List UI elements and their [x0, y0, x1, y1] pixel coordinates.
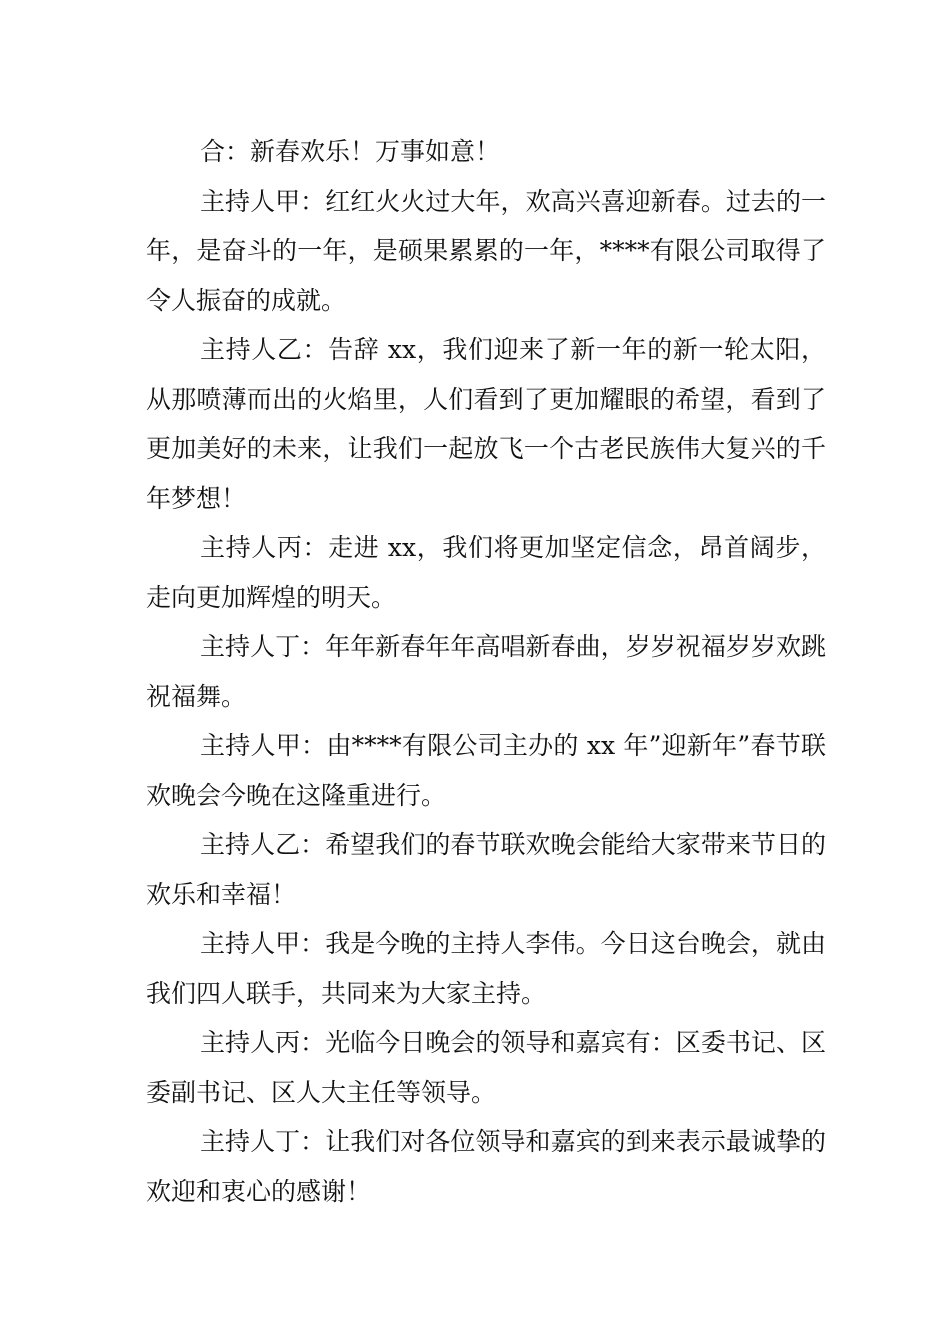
paragraph-host-ding-1: 主持人丁：年年新春年年高唱新春曲，岁岁祝福岁岁欢跳祝福舞。 — [146, 632, 826, 711]
paragraph-host-jia-1: 主持人甲：红红火火过大年，欢高兴喜迎新春。过去的一年，是奋斗的一年，是硕果累累的一年，****有限公司取得了令人振奋的成就。 — [146, 186, 826, 315]
paragraph-host-bing-2: 主持人丙：光临今日晚会的领导和嘉宾有：区委书记、区委副书记、区人大主任等领导。 — [146, 1028, 826, 1107]
paragraph-host-yi-2: 主持人乙：希望我们的春节联欢晚会能给大家带来节日的欢乐和幸福！ — [146, 830, 826, 909]
paragraph-host-jia-2: 主持人甲：由****有限公司主办的 xx 年”迎新年”春节联欢晚会今晚在这隆重进行。 — [146, 731, 826, 810]
paragraph-host-bing-1: 主持人丙：走进 xx，我们将更加坚定信念，昂首阔步，走向更加辉煌的明天。 — [146, 533, 826, 612]
document-body — [146, 127, 826, 1216]
paragraph-host-yi-1: 主持人乙：告辞 xx，我们迎来了新一年的新一轮太阳，从那喷薄而出的火焰里，人们看到了更加耀眼的希望，看到了更加美好的未来，让我们一起放飞一个古老民族伟大复兴的千年梦想！ — [146, 335, 826, 513]
paragraph-host-jia-3: 主持人甲：我是今晚的主持人李伟。今日这台晚会，就由我们四人联手，共同来为大家主持。 — [146, 929, 826, 1008]
paragraph-chorus: 合：新春欢乐！万事如意！ — [200, 137, 501, 166]
paragraph-host-ding-2: 主持人丁：让我们对各位领导和嘉宾的到来表示最诚挚的欢迎和衷心的感谢！ — [146, 1127, 826, 1206]
